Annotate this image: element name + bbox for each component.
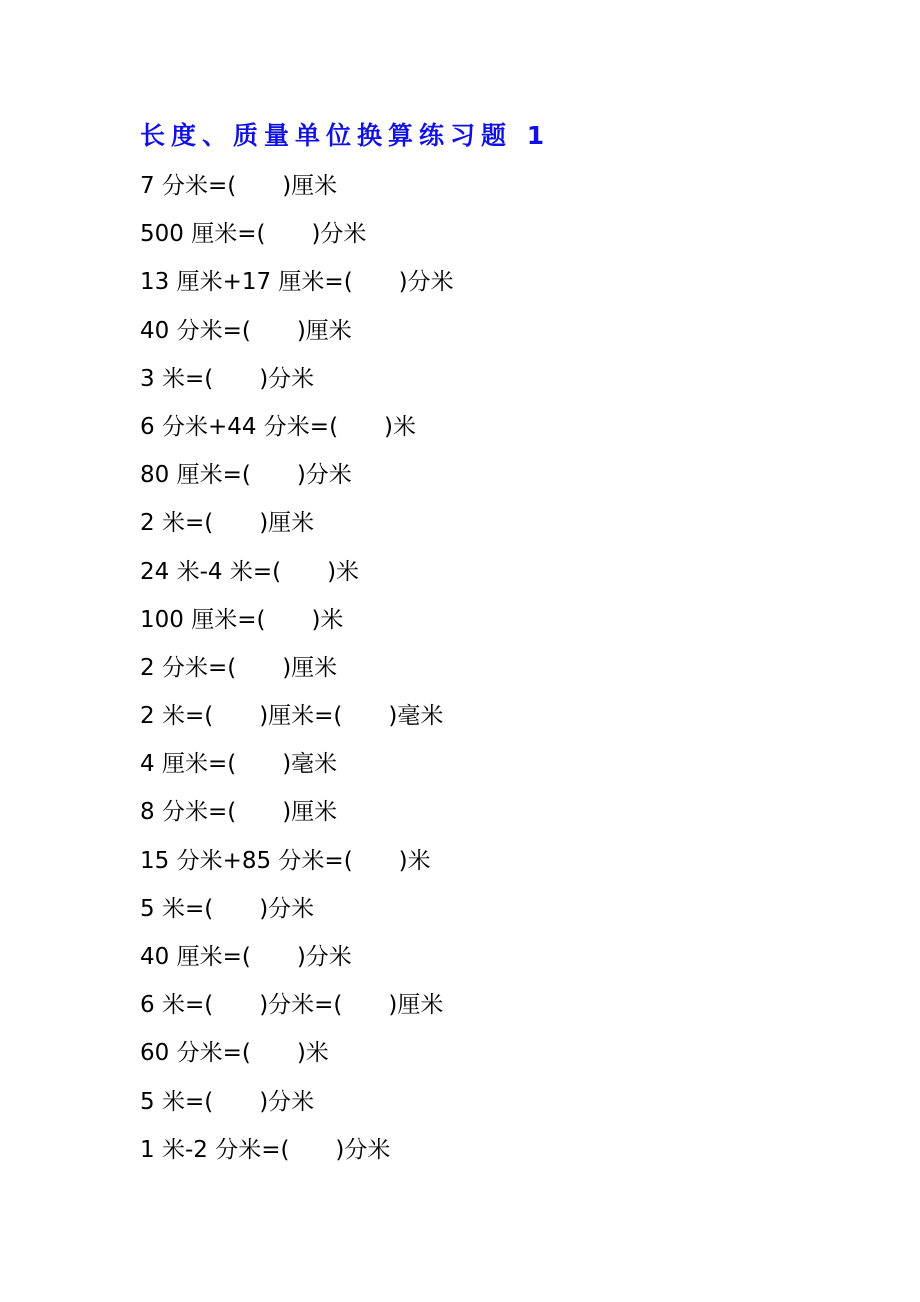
exercise-item: 500 厘米=( )分米 [140, 221, 367, 248]
exercise-item: 5 米=( )分米 [140, 1088, 315, 1115]
exercise-list [140, 162, 454, 1174]
exercise-item: 60 分米=( )米 [140, 1040, 329, 1067]
exercise-item: 8 分米=( )厘米 [140, 799, 338, 826]
exercise-item: 13 厘米+17 厘米=( )分米 [140, 269, 454, 296]
exercise-item: 6 分米+44 分米=( )米 [140, 413, 417, 440]
exercise-item: 40 分米=( )厘米 [140, 317, 352, 344]
exercise-item: 1 米-2 分米=( )分米 [140, 1136, 391, 1163]
exercise-item: 2 米=( )厘米=( )毫米 [140, 703, 444, 730]
exercise-item: 6 米=( )分米=( )厘米 [140, 992, 444, 1019]
exercise-item: 3 米=( )分米 [140, 365, 315, 392]
exercise-item: 100 厘米=( )米 [140, 606, 344, 633]
exercise-item: 80 厘米=( )分米 [140, 462, 352, 489]
exercise-item: 4 厘米=( )毫米 [140, 751, 338, 778]
exercise-item: 7 分米=( )厘米 [140, 173, 338, 199]
exercise-item: 5 米=( )分米 [140, 895, 315, 922]
exercise-item: 15 分米+85 分米=( )米 [140, 847, 431, 874]
exercise-item: 40 厘米=( )分米 [140, 944, 352, 970]
exercise-item: 2 米=( )厘米 [140, 510, 315, 537]
exercise-item: 24 米-4 米=( )米 [140, 558, 360, 585]
worksheet-title: 长度、质量单位换算练习题 1 [140, 121, 551, 150]
exercise-item: 2 分米=( )厘米 [140, 654, 338, 681]
